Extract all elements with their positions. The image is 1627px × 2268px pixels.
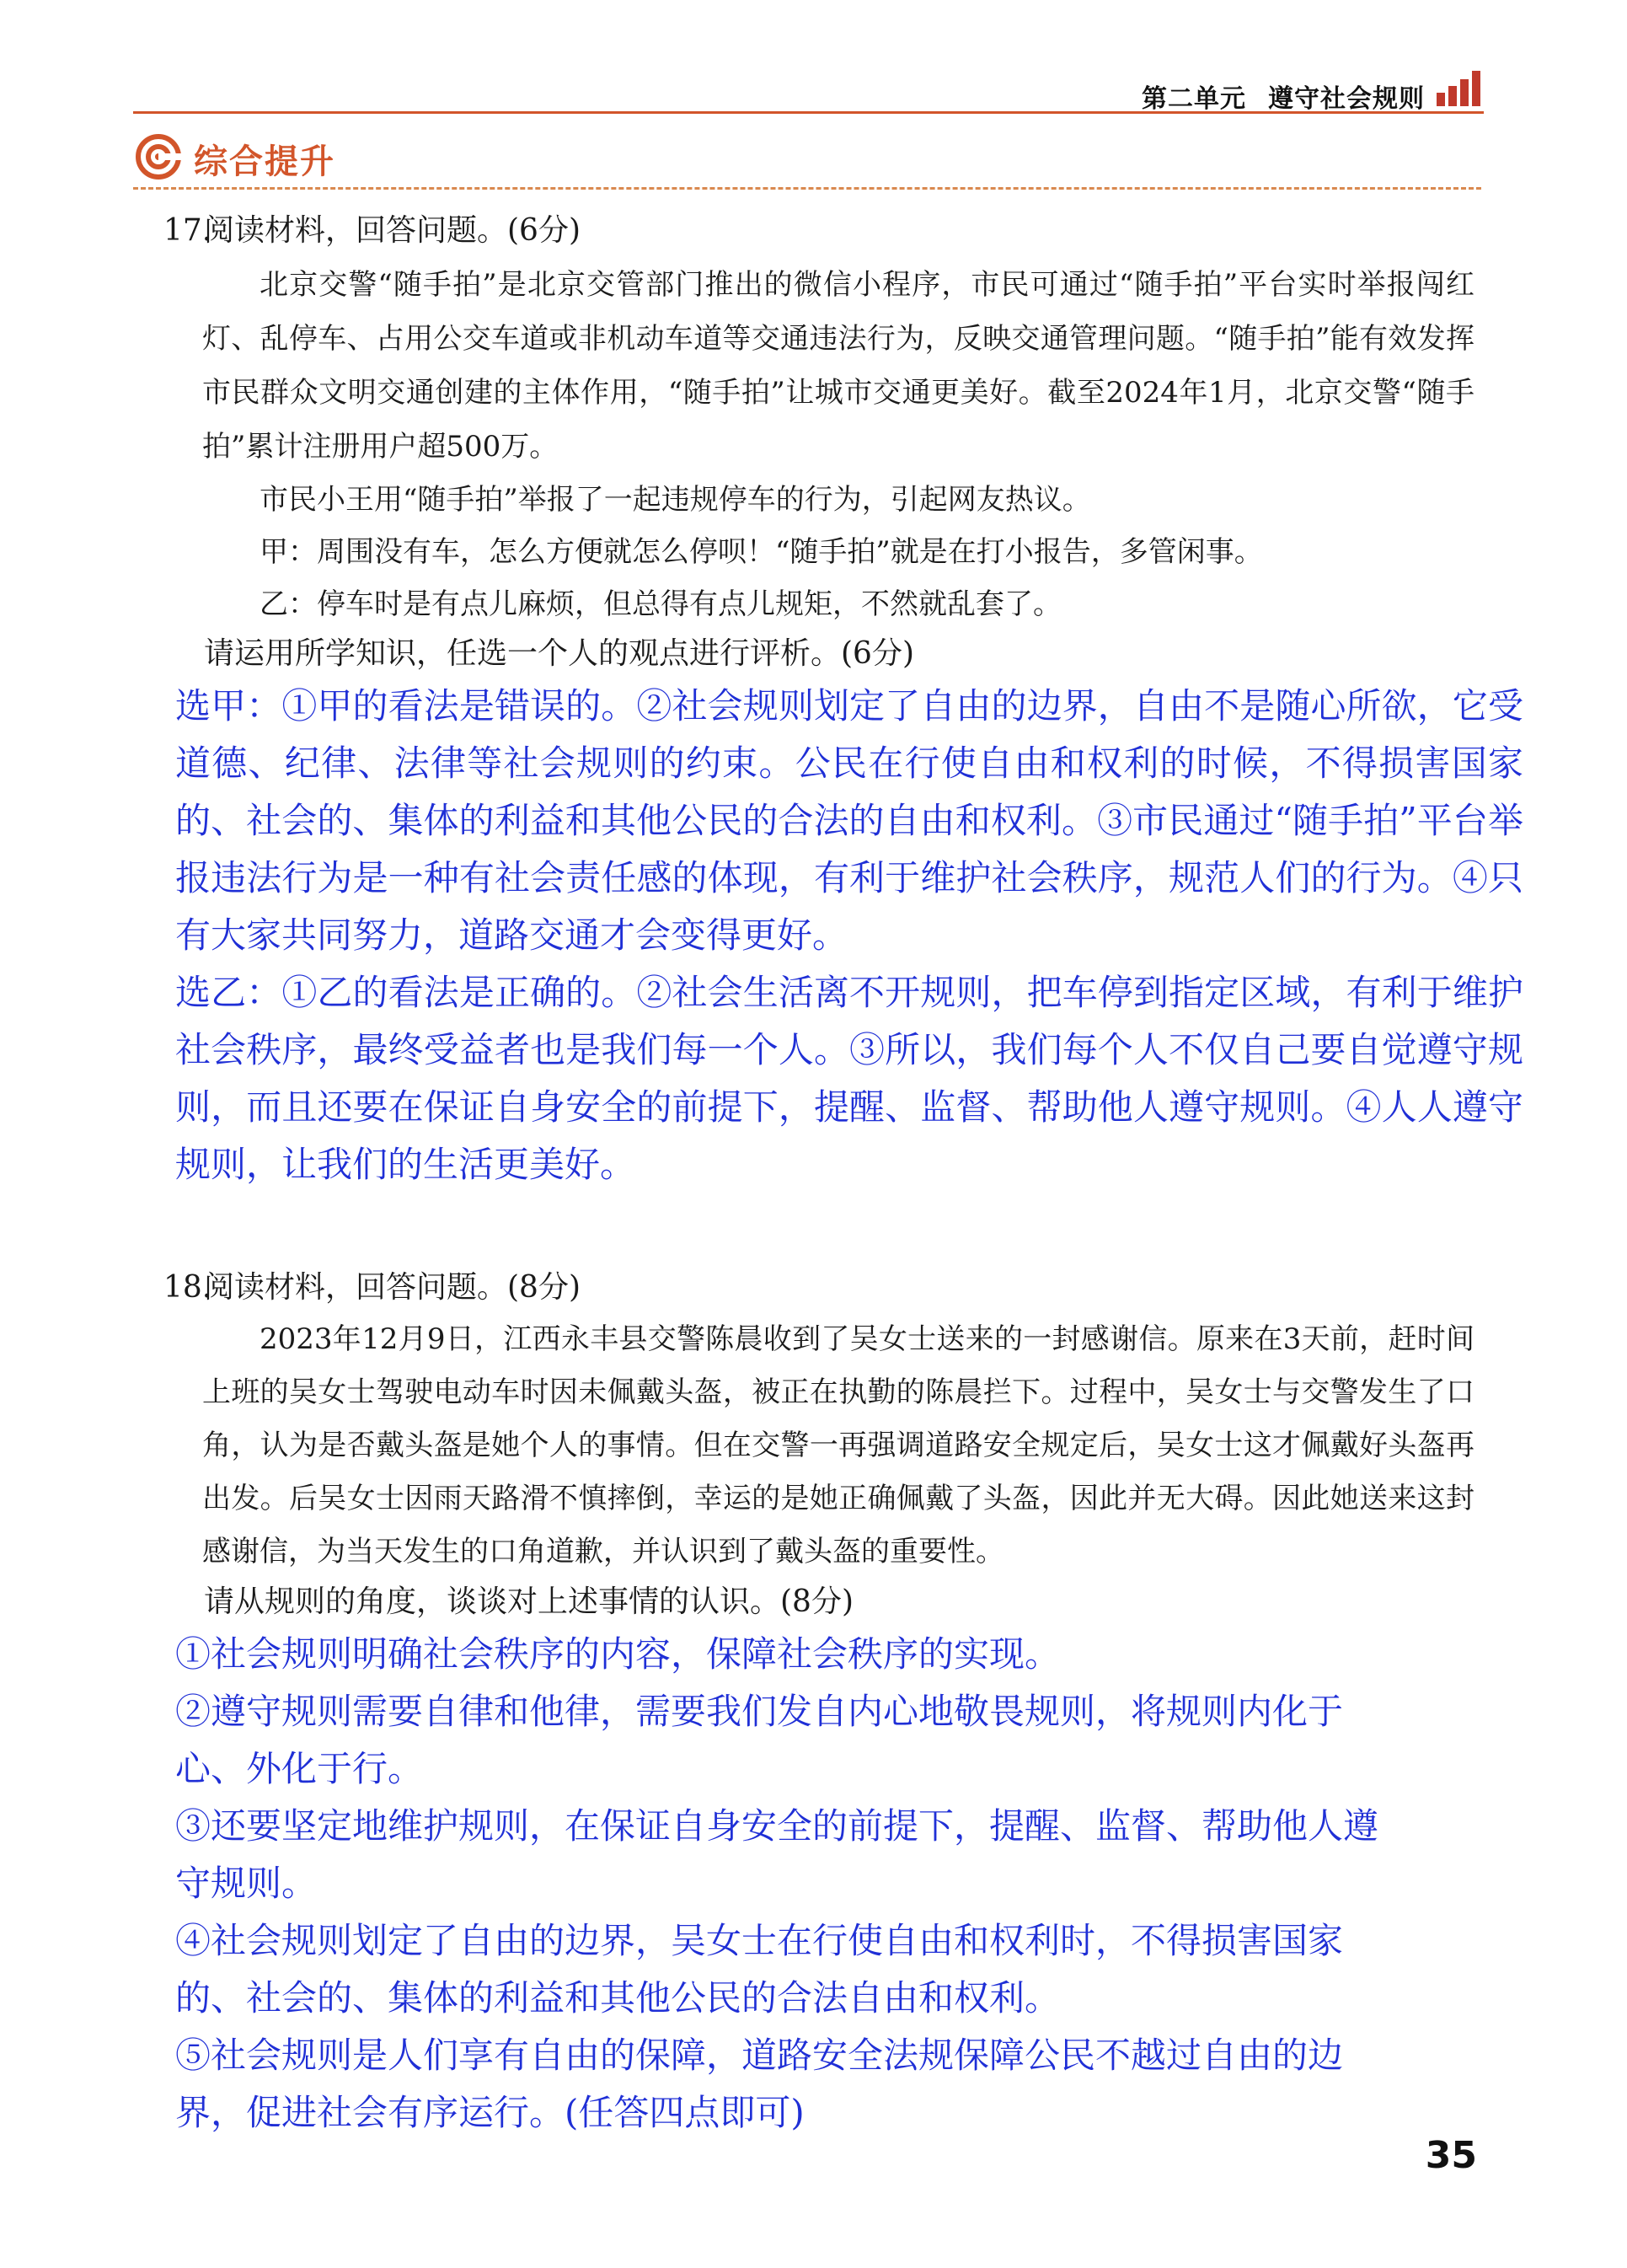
question-header xyxy=(163,1266,1500,1310)
question-title: 阅读材料，回答问题。(8分) xyxy=(204,1270,581,1305)
material-paragraph: 市民小王用“随手拍”举报了一起违规停车的行为，引起网友热议。 xyxy=(260,483,1091,517)
question-prompt: 请运用所学知识，任选一个人的观点进行评析。(6分) xyxy=(204,636,914,671)
material-paragraph: 北京交警“随手拍”是北京交管部门推出的微信小程序，市民可通过“随手拍”平台实时举报闯红灯、乱停车、占用公交车道或非机动车道等交通违法行为，反映交通管理问题。“随手拍”能有效发挥市民群众文明交通创建的主体作用，“随手拍”让城市交通更美好。截至2024年1月，北京交警“随手拍”累计注册用户超500万。 xyxy=(202,268,1474,464)
chapter-label: 遵守社会规则 xyxy=(1268,84,1425,114)
material-paragraph: 甲：周围没有车，怎么方便就怎么停呗！“随手拍”就是在打小报告，多管闲事。 xyxy=(260,535,1263,569)
question-17 xyxy=(163,209,1523,1193)
question-title: 阅读材料，回答问题。(6分) xyxy=(204,213,581,248)
running-header xyxy=(1142,78,1425,115)
question-prompt: 请从规则的角度，谈谈对上述事情的认识。(8分) xyxy=(204,1584,854,1619)
bars-icon xyxy=(1437,71,1484,106)
question-header xyxy=(163,209,1500,253)
page-header xyxy=(133,66,1484,114)
answer-option-a: 选甲：①甲的看法是错误的。②社会规则划定了自由的边界，自由不是随心所欲，它受道德、纪律、法律等社会规则的约束。公民在行使自由和权利的时候，不得损害国家的、社会的、集体的利益和其他公民的合法的自由和权利。③市民通过“随手拍”平台举报违法行为是一种有社会责任感的体现，有利于维护社会秩序，规范人们的行为。④只有大家共同努力，道路交通才会变得更好。 xyxy=(175,685,1523,956)
answer-point: ①社会规则明确社会秩序的内容，保障社会秩序的实现。 xyxy=(175,1633,1061,1675)
question-number: 18. xyxy=(163,1270,212,1305)
answer-point: ③还要坚定地维护规则，在保证自身安全的前提下，提醒、监督、帮助他人遵守规则。 xyxy=(175,1805,1379,1904)
answer-point: ②遵守规则需要自律和他律，需要我们发自内心地敬畏规则，将规则内化于心、外化于行。 xyxy=(175,1691,1344,1789)
question-number: 17. xyxy=(163,213,212,248)
material-paragraph: 2023年12月9日，江西永丰县交警陈晨收到了吴女士送来的一封感谢信。原来在3天前，赶时间上班的吴女士驾驶电动车时因未佩戴头盔，被正在执勤的陈晨拦下。过程中，吴女士与交警发生了口角，认为是否戴头盔是她个人的事情。但在交警一再强调道路安全规定后，吴女士这才佩戴好头盔再出发。后吴女士因雨天路滑不慎摔倒，幸运的是她正确佩戴了头盔，因此并无大碍。因此她送来这封感谢信，为当天发生的口角道歉，并认识到了戴头盔的重要性。 xyxy=(202,1322,1474,1568)
material-paragraph: 乙：停车时是有点儿麻烦，但总得有点儿规矩，不然就乱套了。 xyxy=(260,587,1062,621)
question-18 xyxy=(163,1266,1500,2142)
spiral-icon xyxy=(133,131,184,182)
answer-point: ⑤社会规则是人们享有自由的保障，道路安全法规保障公民不越过自由的边界，促进社会有序运行。(任答四点即可) xyxy=(175,2035,1344,2133)
unit-label: 第二单元 xyxy=(1142,84,1246,114)
page-number: 35 xyxy=(1425,2134,1477,2177)
section-heading xyxy=(133,128,1481,190)
section-title: 综合提升 xyxy=(194,142,335,181)
answer-option-b: 选乙：①乙的看法是正确的。②社会生活离不开规则，把车停到指定区域，有利于维护社会秩序，最终受益者也是我们每一个人。③所以，我们每个人不仅自己要自觉遵守规则，而且还要在保证自身安全的前提下，提醒、监督、帮助他人遵守规则。④人人遵守规则，让我们的生活更美好。 xyxy=(175,972,1523,1185)
answer-point: ④社会规则划定了自由的边界，吴女士在行使自由和权利时，不得损害国家的、社会的、集体的利益和其他公民的合法自由和权利。 xyxy=(175,1920,1344,2019)
